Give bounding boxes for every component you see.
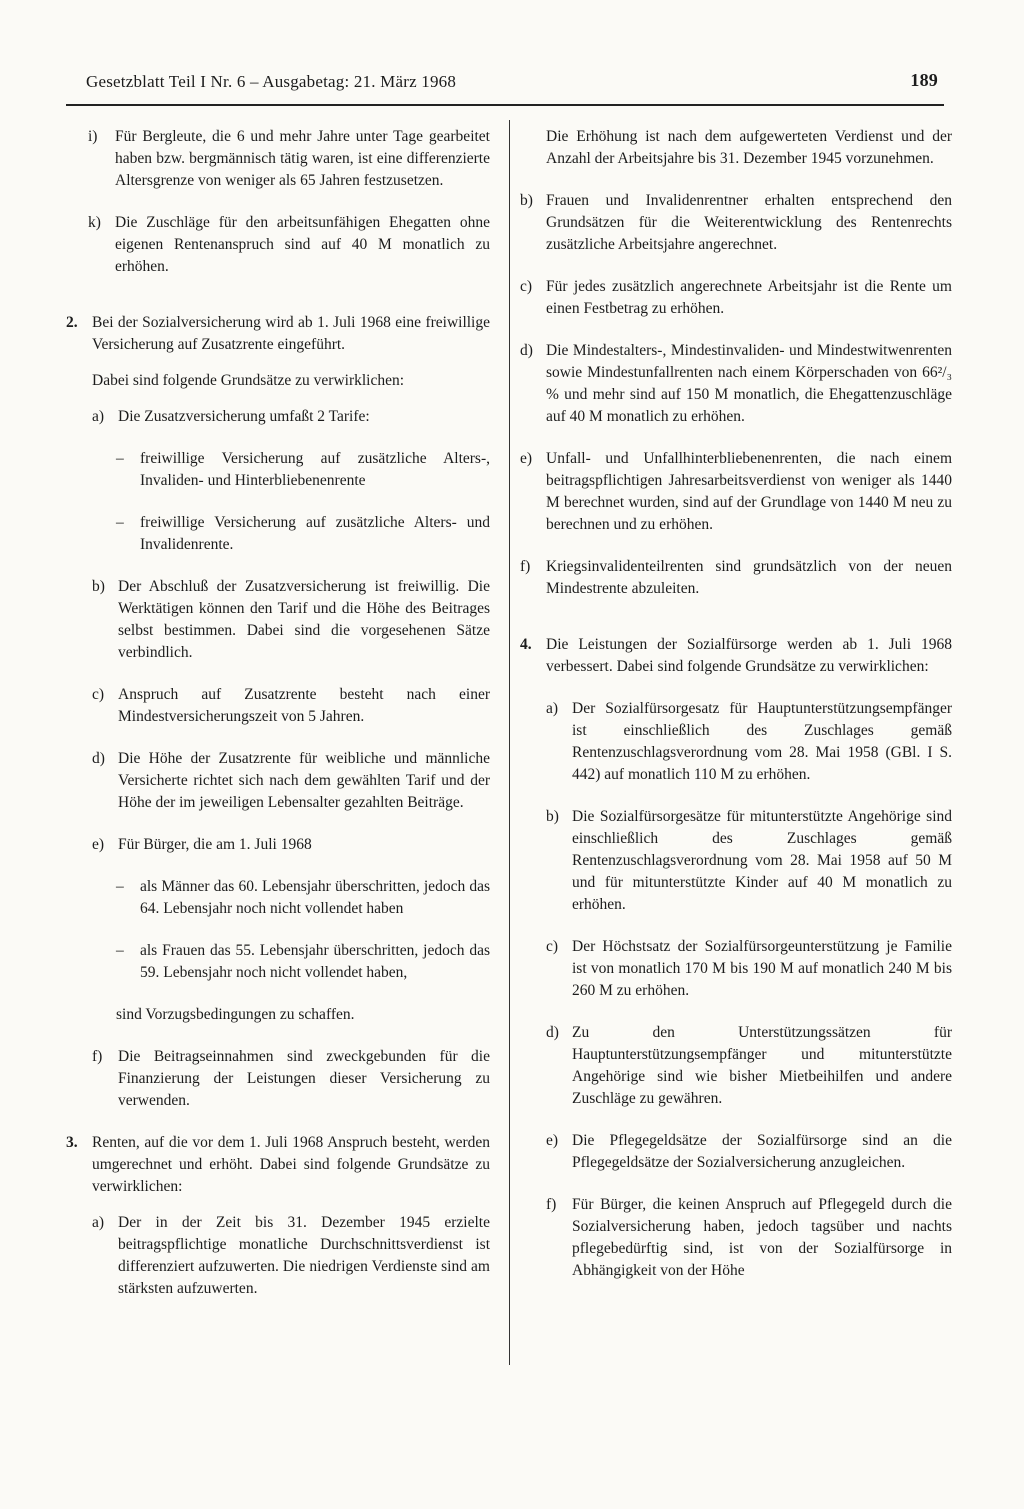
dash-text: freiwillige Versicherung auf zusätzliche Alters- und Invalidenrente. <box>140 514 490 553</box>
item-label: d) <box>92 750 105 767</box>
item-text: Die Beitragseinnahmen sind zweckgebunden für die Finanzierung der Leistungen dieser Versicherung zu verwenden. <box>118 1048 490 1109</box>
left-column <box>66 126 490 1300</box>
item-e <box>520 448 952 536</box>
header-rule <box>66 104 944 106</box>
item-label: f) <box>520 558 531 575</box>
item-text: Die Mindestalters-, Mindestinvaliden- und Mindestwitwenrenten sowie Mindestunfallrenten nach einem Körperschaden von 66²/₃ % und mehr sind auf 150 M monatlich, die Ehegattenzuschläge auf 40 M monatlich zu erhöhen. <box>546 342 952 425</box>
dash-mark: – <box>116 878 124 895</box>
running-title: Gesetzblatt Teil I Nr. 6 – Ausgabetag: 21. März 1968 <box>86 72 457 91</box>
item-k <box>66 212 490 278</box>
s4-item-f <box>546 1194 952 1282</box>
item-c <box>520 276 952 320</box>
item-text: Kriegsinvalidenteilrenten sind grundsätzlich von der neuen Mindestrente abzuleiten. <box>546 558 952 597</box>
right-column <box>520 126 952 1282</box>
item-text: Der in der Zeit bis 31. Dezember 1945 erzielte beitragspflichtige monatliche Durchschnittsverdienst ist differenziert aufzuwerten. Die niedrigen Verdienste sind am stärksten aufzuwerten. <box>118 1214 490 1297</box>
item-label: a) <box>92 408 105 425</box>
section-2-intro: Dabei sind folgende Grundsätze zu verwirklichen: <box>92 372 405 389</box>
item-label: a) <box>546 700 559 717</box>
section-3 <box>66 1132 490 1198</box>
section-4 <box>520 634 952 678</box>
item-label: b) <box>546 808 559 825</box>
item-text: Der Abschluß der Zusatzversicherung ist freiwillig. Die Werktätigen können den Tarif und die Höhe des Beitrages selbst bestimmen. Dabei sind die vorgesehenen Sätze verbindlich. <box>118 578 490 661</box>
s2-a-dash-1 <box>116 448 490 492</box>
section-text: Bei der Sozialversicherung wird ab 1. Juli 1968 eine freiwillige Versicherung auf Zusatzrente eingeführt. <box>92 314 490 353</box>
s4-item-d <box>546 1022 952 1110</box>
dash-text: als Männer das 60. Lebensjahr überschritten, jedoch das 64. Lebensjahr noch nicht vollendet haben <box>140 878 490 917</box>
s2-e-dash-2 <box>116 940 490 984</box>
item-text: Zu den Unterstützungssätzen für Hauptunterstützungsempfänger und mitunterstützte Angehörige sind wie bisher Mietbeihilfen und andere Zuschläge zu gewähren. <box>572 1024 952 1107</box>
item-text: Für Bürger, die keinen Anspruch auf Pflegegeld durch die Sozialversicherung haben, jedoch tagsüber und nachts pflegebedürftig sind, ist von der Sozialfürsorge in Abhängigkeit von der Höhe <box>572 1196 952 1279</box>
item-text: Der Sozialfürsorgesatz für Hauptunterstützungsempfänger ist einschließlich des Zuschlages gemäß Rentenzuschlagsverordnung vom 28. Mai 1958 (GBl. I S. 442) auf monatlich 110 M zu erhöhen. <box>572 700 952 783</box>
item-text: Frauen und Invalidenrentner erhalten entsprechend den Grundsätzen für die Weiterentwicklung des Rentenrechts zusätzliche Arbeitsjahre angerechnet. <box>546 192 952 253</box>
item-f <box>520 556 952 600</box>
page-header <box>66 70 944 98</box>
item-label: e) <box>92 836 105 853</box>
page-number: 189 <box>910 70 938 90</box>
item-text: Unfall- und Unfallhinterbliebenenrenten, die nach einem beitragspflichtigen Jahresarbeitsverdienst von weniger als 1440 M berechnet wurden, sind auf der Grundlage von 1440 M neu zu berechnen und zu erhöhen. <box>546 450 952 533</box>
item-label: f) <box>546 1196 557 1213</box>
section-number: 3. <box>66 1134 78 1151</box>
s2-item-c <box>92 684 490 728</box>
item-text: Für jedes zusätzlich angerechnete Arbeitsjahr ist die Rente um einen Festbetrag zu erhöhen. <box>546 278 952 317</box>
item-text: Anspruch auf Zusatzrente besteht nach einer Mindestversicherungszeit von 5 Jahren. <box>118 686 490 725</box>
item-label: c) <box>546 938 559 955</box>
s2-item-e <box>92 834 490 856</box>
s4-item-b <box>546 806 952 916</box>
dash-text: freiwillige Versicherung auf zusätzliche Alters-, Invaliden- und Hinterbliebenenrente <box>140 450 490 489</box>
item-label: c) <box>520 278 533 295</box>
item-label: e) <box>546 1132 559 1149</box>
continuation-text: Die Erhöhung ist nach dem aufgewerteten Verdienst und der Anzahl der Arbeitsjahre bis 31. Dezember 1945 vorzunehmen. <box>546 128 952 167</box>
item-b <box>520 190 952 256</box>
s4-item-e <box>546 1130 952 1174</box>
section-2 <box>66 312 490 356</box>
item-label: e) <box>520 450 533 467</box>
item-label: f) <box>92 1048 103 1065</box>
item-label: d) <box>546 1024 559 1041</box>
dash-mark: – <box>116 942 124 959</box>
column-divider <box>509 120 510 1365</box>
item-label: k) <box>88 214 101 231</box>
item-i <box>66 126 490 192</box>
item-label: c) <box>92 686 105 703</box>
item-text: Die Sozialfürsorgesätze für mitunterstützte Angehörige sind einschließlich des Zuschlages gemäß Rentenzuschlagsverordnung vom 28. Mai 1958 auf 50 M und für mitunterstützte Kinder auf 40 M monatlich zu erhöhen. <box>572 808 952 913</box>
item-label: b) <box>92 578 105 595</box>
s2-e-tail: sind Vorzugsbedingungen zu schaffen. <box>116 1006 355 1023</box>
item-text: Für Bergleute, die 6 und mehr Jahre unter Tage gearbeitet haben bzw. bergmännisch tätig waren, ist eine differenzierte Altersgrenze von weniger als 65 Jahren festzusetzen. <box>115 128 490 189</box>
item-label: d) <box>520 342 533 359</box>
section-number: 2. <box>66 314 78 331</box>
s3-item-a <box>92 1212 490 1300</box>
item-text: Die Pflegegeldsätze der Sozialfürsorge sind an die Pflegegeldsätze der Sozialversicherung anzugleichen. <box>572 1132 952 1171</box>
item-label: b) <box>520 192 533 209</box>
s2-item-b <box>92 576 490 664</box>
s2-item-d <box>92 748 490 814</box>
section-number: 4. <box>520 636 532 653</box>
s2-a-dash-2 <box>116 512 490 556</box>
item-label: a) <box>92 1214 105 1231</box>
dash-mark: – <box>116 450 124 467</box>
section-text: Die Leistungen der Sozialfürsorge werden ab 1. Juli 1968 verbessert. Dabei sind folgende Grundsätze zu verwirklichen: <box>546 636 952 675</box>
s2-e-dash-1 <box>116 876 490 920</box>
section-text: Renten, auf die vor dem 1. Juli 1968 Anspruch besteht, werden umgerechnet und erhöht. Dabei sind folgende Grundsätze zu verwirklichen: <box>92 1134 490 1195</box>
s2-item-a <box>92 406 490 428</box>
s2-item-f <box>92 1046 490 1112</box>
item-text: Der Höchstsatz der Sozialfürsorgeunterstützung je Familie ist von monatlich 170 M bis 190 M auf monatlich 240 M bis 260 M zu erhöhen. <box>572 938 952 999</box>
dash-mark: – <box>116 514 124 531</box>
item-d <box>520 340 952 428</box>
dash-text: als Frauen das 55. Lebensjahr überschritten, jedoch das 59. Lebensjahr noch nicht vollendet haben, <box>140 942 490 981</box>
item-label: i) <box>88 128 98 145</box>
item-text: Die Höhe der Zusatzrente für weibliche und männliche Versicherte richtet sich nach dem gewählten Tarif und der Höhe der im jeweiligen Lebensalter gezahlten Beiträge. <box>118 750 490 811</box>
s4-item-c <box>546 936 952 1002</box>
s4-item-a <box>546 698 952 786</box>
item-text: Die Zuschläge für den arbeitsunfähigen Ehegatten ohne eigenen Rentenanspruch sind auf 40 M monatlich zu erhöhen. <box>115 214 490 275</box>
item-text: Für Bürger, die am 1. Juli 1968 <box>118 836 312 853</box>
item-text: Die Zusatzversicherung umfaßt 2 Tarife: <box>118 408 370 425</box>
